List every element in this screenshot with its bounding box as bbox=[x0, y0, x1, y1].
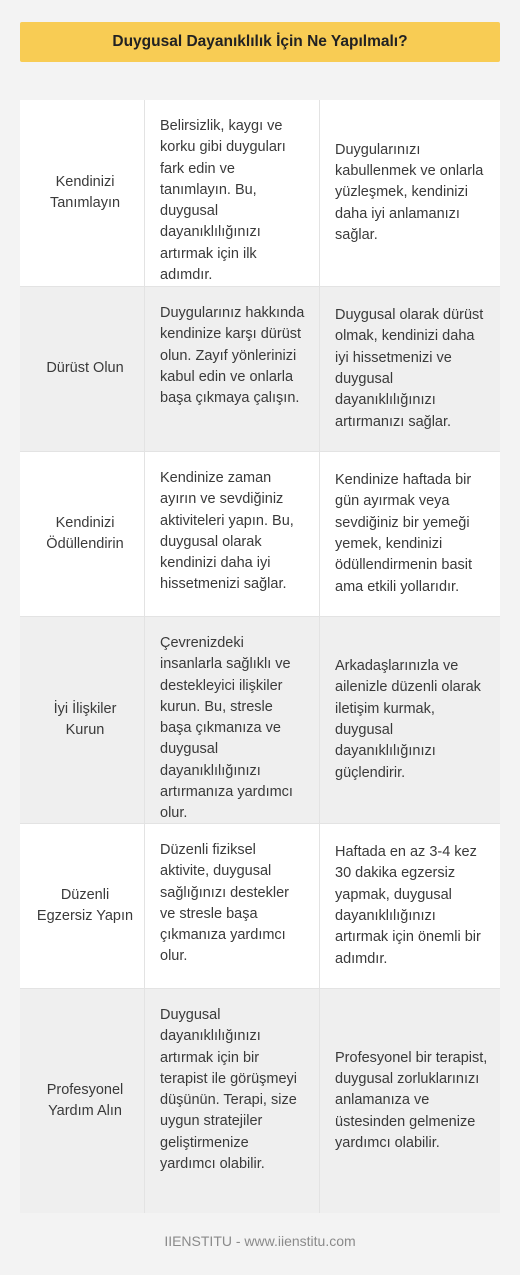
row-description: Çevrenizdeki insanlarla sağlıklı ve destekleyici ilişkiler kurun. Bu, stresle başa çıkmanıza ve duygusal dayanıklılığınızı artırmanıza yardımcı olur. bbox=[144, 617, 320, 823]
row-label: Dürüst Olun bbox=[46, 360, 124, 377]
row-label: Düzenli Egzersiz Yapın bbox=[36, 886, 134, 924]
table-row bbox=[20, 989, 500, 1213]
table-row bbox=[20, 100, 500, 287]
row-example: Duygusal olarak dürüst olmak, kendinizi daha iyi hissetmenizi ve duygusal dayanıklılığınızı artırmanızı sağlar. bbox=[335, 307, 484, 430]
row-example: Arkadaşlarınızla ve ailenizle düzenli olarak iletişim kurmak, duygusal dayanıklılığınızı güçlendirir. bbox=[335, 658, 481, 781]
row-label: Kendinizi Tanımlayın bbox=[49, 173, 121, 211]
row-label: İyi İlişkiler Kurun bbox=[53, 700, 117, 738]
row-label: Profesyonel Yardım Alın bbox=[46, 1081, 124, 1119]
row-description: Duygularınız hakkında kendinize karşı dürüst olun. Zayıf yönlerinizi kabul edin ve onlarla başa çıkmaya çalışın. bbox=[144, 287, 320, 451]
info-table bbox=[20, 100, 500, 1213]
row-description: Duygusal dayanıklılığınızı artırmak için bir terapist ile görüşmeyi düşünün. Terapi, size uygun stratejiler geliştirmenize yardımcı olabilir. bbox=[144, 989, 320, 1213]
row-description: Düzenli fiziksel aktivite, duygusal sağlığınızı destekler ve stresle başa çıkmanıza yardımcı olur. bbox=[144, 824, 320, 988]
page-title: Duygusal Dayanıklılık İçin Ne Yapılmalı? bbox=[20, 22, 500, 62]
row-example: Duygularınızı kabullenmek ve onlarla yüzleşmek, kendinizi daha iyi anlamanızı sağlar. bbox=[335, 141, 484, 243]
row-example: Kendinize haftada bir gün ayırmak veya sevdiğiniz bir yemeği yemek, kendinizi ödüllendirmenin basit ama etkili yollarıdır. bbox=[335, 472, 473, 595]
table-row bbox=[20, 287, 500, 452]
row-description: Belirsizlik, kaygı ve korku gibi duyguları fark edin ve tanımlayın. Bu, duygusal dayanıklılığınızı artırmak için ilk adımdır. bbox=[144, 100, 320, 286]
row-example: Haftada en az 3-4 kez 30 dakika egzersiz yapmak, duygusal dayanıklılığınızı artırmak için önemli bir adımdır. bbox=[335, 844, 481, 967]
row-label: Kendinizi Ödüllendirin bbox=[46, 514, 124, 552]
table-row bbox=[20, 617, 500, 824]
row-description: Kendinize zaman ayırın ve sevdiğiniz aktiviteleri yapın. Bu, duygusal olarak kendinizi daha iyi hissetmenizi sağlar. bbox=[144, 452, 320, 616]
footer-credit: IIENSTITU - www.iienstitu.com bbox=[164, 1233, 356, 1249]
table-row bbox=[20, 452, 500, 617]
table-row bbox=[20, 824, 500, 989]
row-example: Profesyonel bir terapist, duygusal zorluklarınızı anlamanıza ve üstesinden gelmenize yardımcı olabilir. bbox=[335, 1049, 488, 1151]
